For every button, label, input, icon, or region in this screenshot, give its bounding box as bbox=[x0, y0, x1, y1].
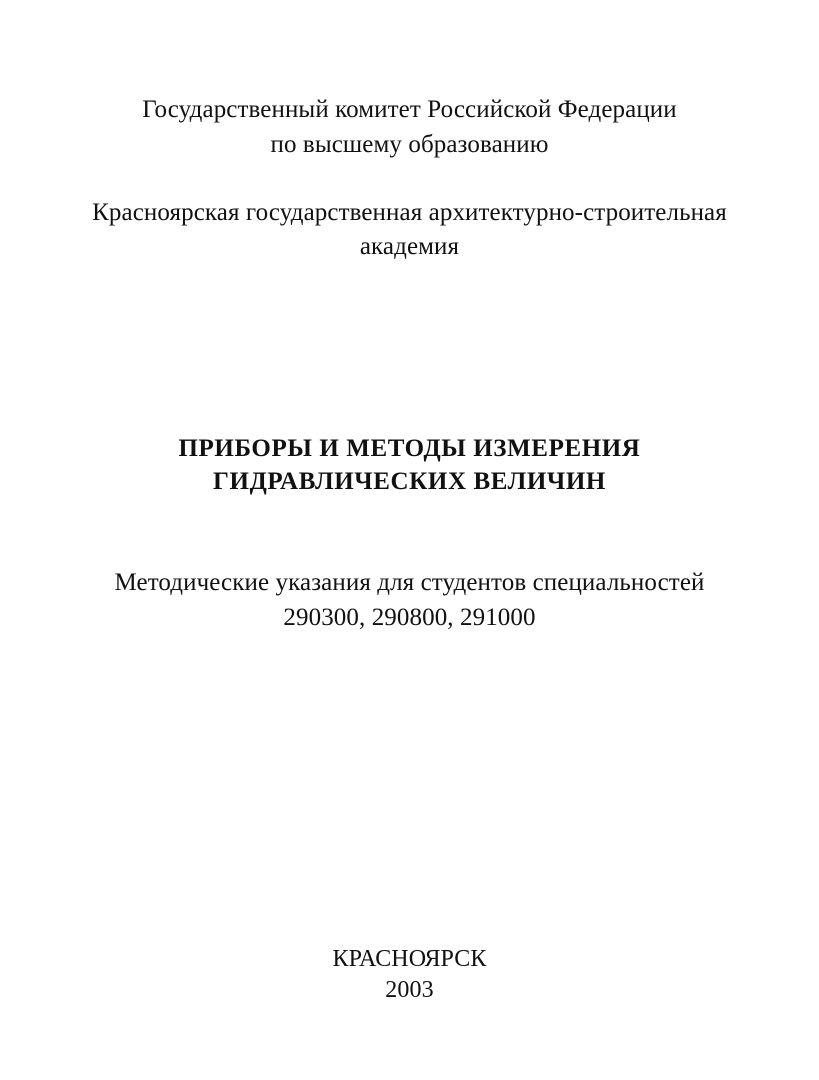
publication-year: 2003 bbox=[385, 977, 434, 1003]
committee-name-line-2: по высшему образованию bbox=[270, 131, 549, 158]
specialty-codes: 290300, 290800, 291000 bbox=[283, 604, 536, 631]
academy-name-line-2: академия bbox=[359, 233, 460, 260]
document-title-line-1: ПРИБОРЫ И МЕТОДЫ ИЗМЕРЕНИЯ bbox=[178, 435, 641, 462]
committee-name-line-1: Государственный комитет Российской Федерации bbox=[142, 96, 677, 123]
document-subtitle-line-1: Методические указания для студентов специальностей bbox=[114, 569, 705, 596]
academy-name-line-1: Красноярская государственная архитектурно-строительная bbox=[92, 199, 727, 226]
document-title-line-2: ГИДРАВЛИЧЕСКИХ ВЕЛИЧИН bbox=[213, 468, 606, 495]
publication-city: КРАСНОЯРСК bbox=[332, 946, 487, 972]
